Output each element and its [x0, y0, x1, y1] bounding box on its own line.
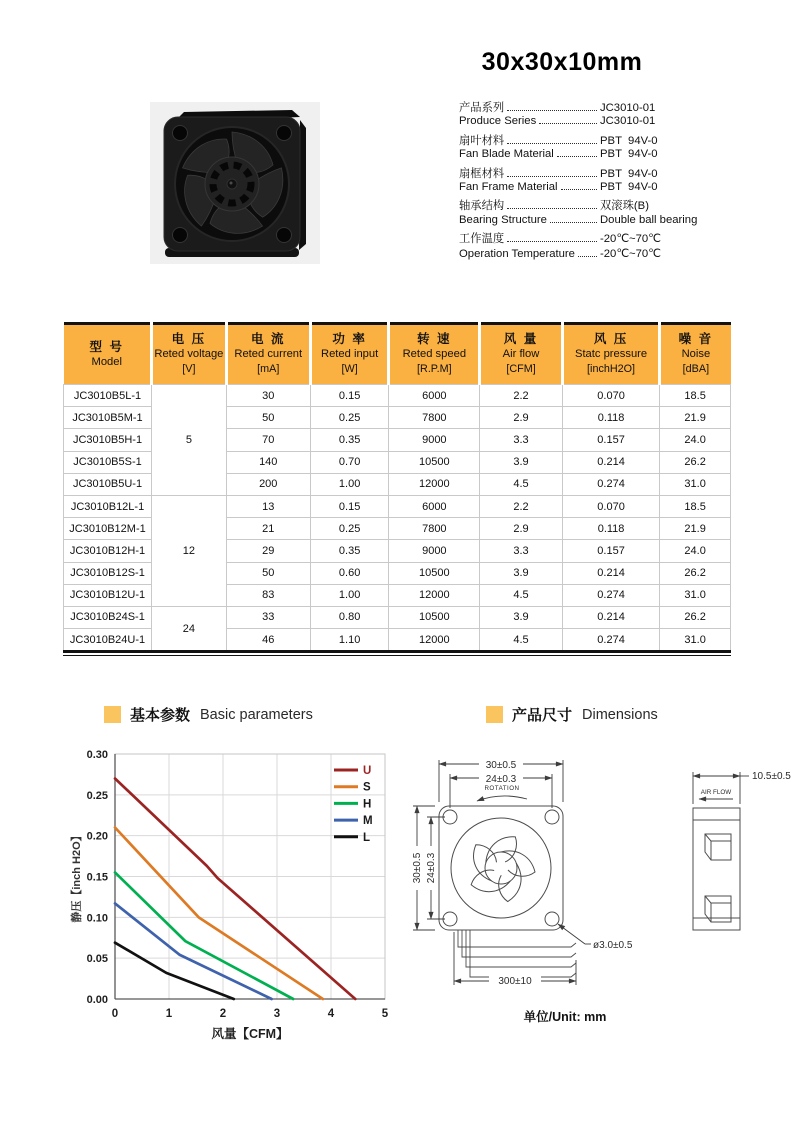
cell-value: 0.70 [310, 451, 389, 473]
cell-value: 2.2 [480, 385, 563, 407]
cell-value: 12000 [389, 629, 480, 652]
cell-value: 1.10 [310, 629, 389, 652]
dotted-leader [561, 188, 597, 190]
cell-value: 0.070 [562, 385, 659, 407]
spec-value: PBT 94V-0 [600, 180, 658, 193]
table-bottom-rule [63, 655, 731, 656]
cell-value: 9000 [389, 429, 480, 451]
dotted-leader [539, 122, 597, 124]
cell-value: 0.214 [562, 451, 659, 473]
svg-text:0.15: 0.15 [86, 871, 108, 884]
svg-text:0.05: 0.05 [86, 953, 108, 966]
cell-model: JC3010B12H-1 [64, 540, 152, 562]
spec-value: PBT 94V-0 [600, 134, 658, 147]
cell-value: 140 [226, 451, 310, 473]
cell-model: JC3010B12S-1 [64, 562, 152, 584]
spec-label: Bearing Structure [459, 213, 547, 226]
header-unit: [dBA] [682, 363, 710, 375]
spec-row [459, 99, 735, 115]
fan-front-view [439, 806, 563, 930]
cell-model: JC3010B12L-1 [64, 495, 152, 517]
header-en: Statc pressure [574, 348, 648, 360]
section-title-en: Dimensions [582, 706, 658, 723]
header-unit: [V] [182, 363, 196, 375]
spec-value: JC3010-01 [600, 115, 656, 128]
series-line-U [115, 779, 355, 1000]
cell-value: 6000 [389, 495, 480, 517]
table-row [64, 606, 731, 628]
airflow-pressure-chart [62, 744, 398, 1044]
svg-text:0: 0 [111, 1008, 119, 1020]
dim-label-height: 30±0.5 [412, 852, 423, 884]
cell-value: 10500 [389, 606, 480, 628]
svg-text:0.10: 0.10 [86, 912, 108, 925]
unit-note: 单位/Unit: mm [523, 1010, 607, 1024]
cell-value: 26.2 [660, 451, 731, 473]
header-zh: 功 率 [332, 332, 367, 346]
dim-label-inner-height: 24±0.3 [426, 852, 437, 884]
cell-value: 0.60 [310, 562, 389, 584]
legend-label-S: S [363, 781, 371, 794]
yellow-square-icon [486, 706, 503, 723]
spec-label: 工作温度 [459, 233, 505, 246]
svg-text:0.30: 0.30 [86, 749, 108, 761]
cell-value: 18.5 [660, 495, 731, 517]
dotted-leader [507, 109, 597, 111]
cell-value: 0.274 [562, 629, 659, 652]
spec-value: JC3010-01 [600, 102, 656, 114]
cell-value: 4.5 [480, 629, 563, 652]
spec-row-left [459, 132, 600, 148]
spec-label: 扇叶材料 [459, 134, 505, 147]
page-title: 30x30x10mm [481, 48, 643, 76]
spec-row-left [459, 214, 600, 226]
cell-value: 26.2 [660, 562, 731, 584]
cell-value: 7800 [389, 518, 480, 540]
cell-value: 0.35 [310, 540, 389, 562]
table-header-cell [389, 324, 480, 385]
spec-label: Fan Frame Material [459, 180, 558, 193]
dotted-leader [507, 142, 597, 144]
dimension-lines [413, 760, 749, 985]
spec-value: PBT 94V-0 [600, 167, 658, 180]
header-unit: [mA] [257, 363, 280, 375]
dimension-diagram [405, 748, 794, 996]
cell-voltage: 5 [152, 385, 227, 496]
cell-value: 18.5 [660, 385, 731, 407]
cell-value: 3.3 [480, 429, 563, 451]
cell-value: 4.5 [480, 473, 563, 495]
header-en: Reted current [234, 348, 303, 360]
parameter-table [63, 322, 731, 653]
table-row [64, 385, 731, 407]
dimensions-drawing [405, 748, 794, 1025]
spec-label: Fan Blade Material [459, 148, 554, 161]
dim-label-inner-width: 24±0.3 [485, 774, 517, 785]
cell-value: 21.9 [660, 518, 731, 540]
cell-value: 0.214 [562, 606, 659, 628]
table-header-row [64, 324, 731, 385]
dotted-leader [550, 221, 597, 223]
header-en: Air flow [502, 348, 540, 360]
spec-label: Produce Series [459, 115, 537, 128]
spec-label: 轴承结构 [459, 200, 505, 213]
airflow-label: AIR FLOW [700, 789, 732, 796]
cell-model: JC3010B5H-1 [64, 429, 152, 451]
hole-diameter-label: ø3.0±0.5 [593, 940, 633, 951]
spec-value: 双滚珠(B) [600, 200, 649, 213]
header-zh: 转 速 [417, 332, 452, 346]
cell-value: 9000 [389, 540, 480, 562]
cell-voltage: 12 [152, 495, 227, 606]
cell-value: 50 [226, 407, 310, 429]
fan-photo [150, 102, 320, 264]
cell-value: 70 [226, 429, 310, 451]
spec-row [459, 115, 735, 131]
header-zh: 风 压 [593, 332, 629, 346]
section-title-zh: 基本参数 [130, 707, 191, 724]
thickness-label: 10.5±0.5 [752, 771, 791, 782]
svg-text:5: 5 [381, 1008, 389, 1020]
cell-value: 1.00 [310, 584, 389, 606]
cell-value: 0.118 [562, 518, 659, 540]
cell-value: 3.9 [480, 562, 563, 584]
cell-value: 26.2 [660, 606, 731, 628]
cell-value: 4.5 [480, 584, 563, 606]
cell-value: 0.274 [562, 584, 659, 606]
cell-value: 46 [226, 629, 310, 652]
cell-value: 0.25 [310, 407, 389, 429]
header-en: Noise [681, 348, 711, 360]
legend-label-H: H [363, 798, 372, 811]
svg-text:0.00: 0.00 [86, 994, 108, 1006]
cell-value: 0.157 [562, 540, 659, 562]
spec-row [459, 197, 735, 213]
header-zh: 电 流 [251, 332, 286, 346]
x-axis-title: 风量【CFM】 [211, 1027, 289, 1041]
cell-value: 3.9 [480, 451, 563, 473]
cell-value: 13 [226, 495, 310, 517]
cell-value: 24.0 [660, 429, 731, 451]
cell-value: 200 [226, 473, 310, 495]
cell-model: JC3010B24U-1 [64, 629, 152, 652]
cell-model: JC3010B5M-1 [64, 407, 152, 429]
header-unit: [CFM] [506, 363, 536, 375]
spec-row-left [459, 197, 600, 213]
table-header-cell [660, 324, 731, 385]
cell-value: 6000 [389, 385, 480, 407]
header-unit: [inchH2O] [587, 363, 636, 375]
spec-value: Double ball bearing [600, 213, 698, 226]
spec-row [459, 165, 735, 181]
rotation-label: ROTATION [484, 785, 520, 792]
svg-text:2: 2 [219, 1008, 227, 1020]
cell-value: 0.35 [310, 429, 389, 451]
spec-row [459, 148, 735, 164]
spec-row [459, 214, 735, 230]
cell-value: 0.15 [310, 495, 389, 517]
cell-value: 12000 [389, 473, 480, 495]
y-tick-labels [87, 749, 108, 1006]
cell-value: 3.9 [480, 606, 563, 628]
table-header-cell [152, 324, 227, 385]
legend-label-L: L [363, 831, 371, 844]
cell-value: 24.0 [660, 540, 731, 562]
yellow-square-icon [104, 706, 121, 723]
header-en: Reted input [321, 348, 379, 360]
table-header-cell [562, 324, 659, 385]
chart-series [115, 779, 355, 1000]
spec-row [459, 230, 735, 246]
cell-value: 1.00 [310, 473, 389, 495]
section-title-zh: 产品尺寸 [512, 707, 573, 724]
section-header-dimensions [486, 704, 658, 725]
cell-value: 0.118 [562, 407, 659, 429]
cell-model: JC3010B12U-1 [64, 584, 152, 606]
cell-model: JC3010B24S-1 [64, 606, 152, 628]
x-tick-labels [112, 1008, 389, 1020]
cell-value: 83 [226, 584, 310, 606]
cell-value: 0.25 [310, 518, 389, 540]
cell-value: 10500 [389, 451, 480, 473]
y-axis-title: 静压【inch H2O】 [71, 830, 83, 923]
cell-value: 30 [226, 385, 310, 407]
header-unit: [R.P.M] [417, 363, 452, 375]
spec-list [459, 99, 735, 263]
table-row [64, 495, 731, 517]
cell-value: 2.2 [480, 495, 563, 517]
section-title-en: Basic parameters [200, 706, 313, 723]
header-unit: [W] [341, 363, 358, 375]
dotted-leader [578, 255, 597, 257]
cell-value: 50 [226, 562, 310, 584]
dotted-leader [507, 175, 597, 177]
spec-row-left [459, 99, 600, 115]
spec-row-left [459, 165, 600, 181]
table-header-cell [64, 324, 152, 385]
dim-label-width: 30±0.5 [485, 760, 517, 771]
cell-value: 31.0 [660, 629, 731, 652]
fan-side-view [693, 808, 740, 930]
cell-value: 0.214 [562, 562, 659, 584]
cell-model: JC3010B5U-1 [64, 473, 152, 495]
cell-value: 2.9 [480, 518, 563, 540]
spec-label: 产品系列 [459, 102, 505, 114]
cell-value: 21.9 [660, 407, 731, 429]
performance-chart [62, 744, 398, 1044]
spec-value: -20℃~70℃ [600, 247, 661, 260]
cell-value: 31.0 [660, 584, 731, 606]
spec-row-left [459, 115, 600, 127]
legend-label-U: U [363, 765, 372, 777]
cell-voltage: 24 [152, 606, 227, 651]
lead-wires [458, 930, 576, 977]
cell-model: JC3010B5L-1 [64, 385, 152, 407]
chart-legend [334, 765, 373, 844]
cell-value: 33 [226, 606, 310, 628]
spec-row [459, 181, 735, 197]
svg-text:1: 1 [165, 1008, 173, 1020]
spec-row-left [459, 230, 600, 246]
wire-length-label: 300±10 [498, 976, 532, 987]
header-zh: 型 号 [89, 339, 124, 354]
cell-model: JC3010B5S-1 [64, 451, 152, 473]
cell-value: 0.274 [562, 473, 659, 495]
header-zh: 电 压 [171, 332, 207, 346]
cell-value: 0.070 [562, 495, 659, 517]
table-header-cell [310, 324, 389, 385]
spec-row-left [459, 248, 600, 260]
table-header-cell [480, 324, 563, 385]
section-header-parameters [104, 704, 313, 725]
cell-model: JC3010B12M-1 [64, 518, 152, 540]
fan-photo-graphic [150, 102, 320, 264]
svg-text:0.25: 0.25 [86, 789, 108, 802]
cell-value: 29 [226, 540, 310, 562]
cell-value: 2.9 [480, 407, 563, 429]
cell-value: 7800 [389, 407, 480, 429]
svg-text:4: 4 [327, 1008, 335, 1020]
cell-value: 31.0 [660, 473, 731, 495]
cell-value: 12000 [389, 584, 480, 606]
header-en: Reted voltage [154, 348, 224, 360]
spec-value: -20℃~70℃ [600, 233, 661, 246]
spec-row-left [459, 181, 600, 193]
cell-value: 0.15 [310, 385, 389, 407]
header-en: Reted speed [402, 348, 467, 360]
header-en: Model [91, 355, 122, 368]
parameter-table-wrap [63, 322, 731, 656]
cell-value: 0.80 [310, 606, 389, 628]
cell-value: 0.157 [562, 429, 659, 451]
spec-label: 扇框材料 [459, 167, 505, 180]
header-zh: 噪 音 [678, 332, 714, 346]
cell-value: 10500 [389, 562, 480, 584]
spec-row [459, 247, 735, 263]
legend-label-M: M [363, 815, 373, 828]
header-zh: 风 量 [503, 332, 539, 346]
series-line-H [115, 872, 293, 999]
dimension-labels [412, 760, 791, 987]
dotted-leader [557, 155, 597, 157]
dotted-leader [507, 240, 597, 242]
spec-row-left [459, 148, 600, 160]
cell-value: 21 [226, 518, 310, 540]
spec-label: Operation Temperature [459, 247, 575, 260]
chart-gridlines [115, 754, 385, 999]
spec-row [459, 132, 735, 148]
svg-text:3: 3 [273, 1008, 281, 1020]
spec-value: PBT 94V-0 [600, 148, 658, 161]
cell-value: 3.3 [480, 540, 563, 562]
table-header-cell [226, 324, 310, 385]
dotted-leader [507, 207, 597, 209]
svg-text:0.20: 0.20 [86, 830, 108, 843]
